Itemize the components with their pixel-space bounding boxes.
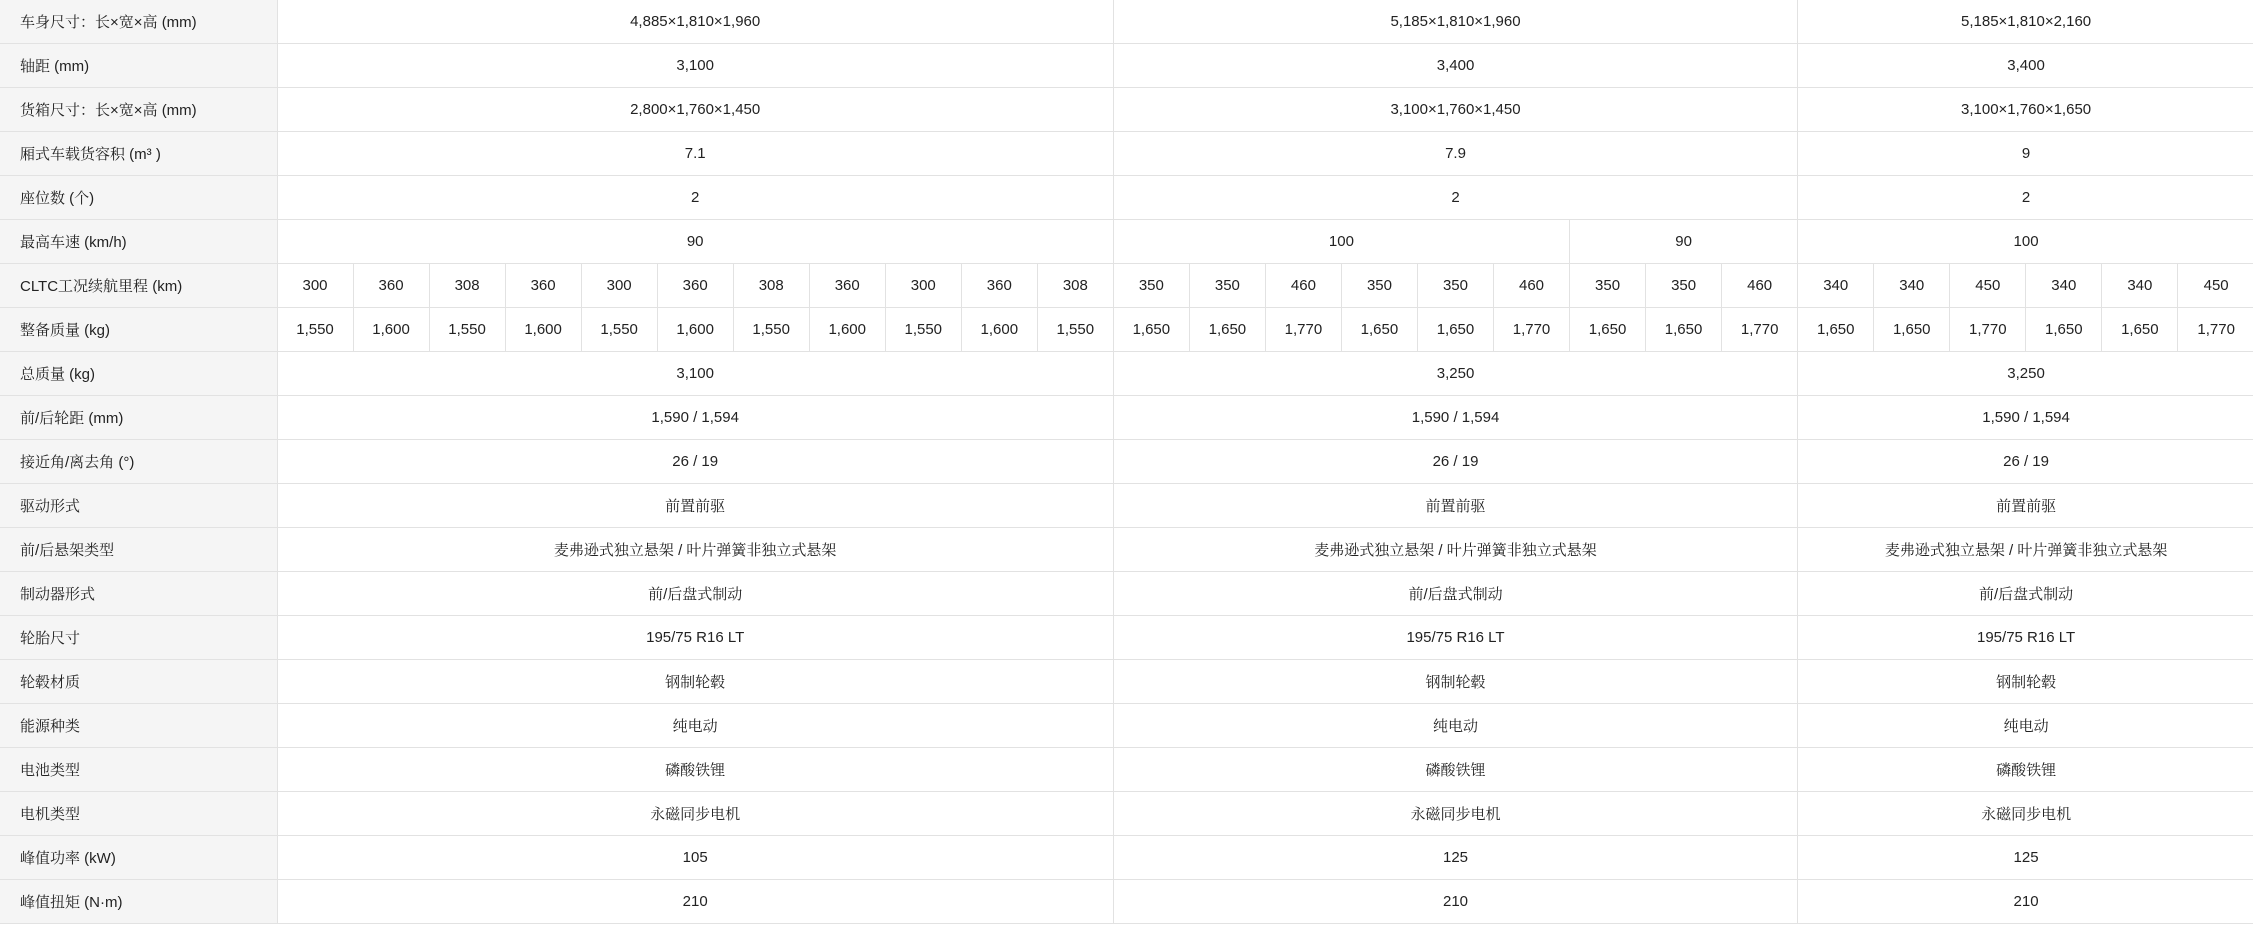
table-cell: 1,600: [809, 308, 885, 352]
row-label: 货箱尺寸：长×宽×高 (mm): [0, 88, 277, 132]
table-cell: 3,100: [277, 352, 1113, 396]
row-label: 总质量 (kg): [0, 352, 277, 396]
table-cell: 308: [429, 264, 505, 308]
table-cell: 2: [277, 176, 1113, 220]
table-cell: 210: [1798, 880, 2253, 924]
table-cell: 450: [1950, 264, 2026, 308]
table-row: [0, 440, 2253, 484]
table-cell: 1,600: [505, 308, 581, 352]
table-cell: 1,590 / 1,594: [277, 396, 1113, 440]
table-cell: 340: [2026, 264, 2102, 308]
row-label: 峰值扭矩 (N·m): [0, 880, 277, 924]
row-label: 驱动形式: [0, 484, 277, 528]
table-cell: 3,250: [1798, 352, 2253, 396]
table-cell: 1,650: [2102, 308, 2178, 352]
row-label: 峰值功率 (kW): [0, 836, 277, 880]
table-cell: 360: [353, 264, 429, 308]
table-cell: 5,185×1,810×1,960: [1113, 0, 1797, 44]
table-cell: 360: [657, 264, 733, 308]
table-cell: 1,550: [277, 308, 353, 352]
table-cell: 1,650: [1570, 308, 1646, 352]
table-cell: 4,885×1,810×1,960: [277, 0, 1113, 44]
row-label: 轮胎尺寸: [0, 616, 277, 660]
table-cell: 1,590 / 1,594: [1113, 396, 1797, 440]
row-label: 轴距 (mm): [0, 44, 277, 88]
table-cell: 350: [1189, 264, 1265, 308]
table-cell: 360: [809, 264, 885, 308]
row-label: 座位数 (个): [0, 176, 277, 220]
table-row: [0, 880, 2253, 924]
row-label: CLTC工况续航里程 (km): [0, 264, 277, 308]
table-cell: 1,650: [1646, 308, 1722, 352]
table-cell: 308: [733, 264, 809, 308]
table-row: [0, 308, 2253, 352]
table-cell: 前置前驱: [277, 484, 1113, 528]
table-cell: 3,400: [1113, 44, 1797, 88]
table-cell: 210: [1113, 880, 1797, 924]
table-row: [0, 528, 2253, 572]
table-row: [0, 704, 2253, 748]
table-cell: 26 / 19: [277, 440, 1113, 484]
table-row: [0, 660, 2253, 704]
row-label: 能源种类: [0, 704, 277, 748]
table-cell: 1,770: [1494, 308, 1570, 352]
row-label: 制动器形式: [0, 572, 277, 616]
table-cell: 450: [2178, 264, 2253, 308]
table-cell: 1,550: [1037, 308, 1113, 352]
table-row: [0, 748, 2253, 792]
table-cell: 1,650: [1417, 308, 1493, 352]
table-row: [0, 836, 2253, 880]
table-row: [0, 352, 2253, 396]
table-cell: 340: [2102, 264, 2178, 308]
table-cell: 90: [277, 220, 1113, 264]
table-cell: 纯电动: [1113, 704, 1797, 748]
table-cell: 前置前驱: [1798, 484, 2253, 528]
table-cell: 1,650: [1113, 308, 1189, 352]
table-cell: 1,590 / 1,594: [1798, 396, 2253, 440]
table-cell: 350: [1113, 264, 1189, 308]
table-cell: 125: [1113, 836, 1797, 880]
table-cell: 350: [1646, 264, 1722, 308]
table-cell: 磷酸铁锂: [1798, 748, 2253, 792]
table-cell: 1,600: [961, 308, 1037, 352]
table-cell: 125: [1798, 836, 2253, 880]
table-cell: 350: [1570, 264, 1646, 308]
table-cell: 5,185×1,810×2,160: [1798, 0, 2253, 44]
table-cell: 105: [277, 836, 1113, 880]
table-cell: 3,100×1,760×1,650: [1798, 88, 2253, 132]
table-cell: 永磁同步电机: [1113, 792, 1797, 836]
table-cell: 1,550: [429, 308, 505, 352]
table-cell: 钢制轮毂: [1798, 660, 2253, 704]
table-cell: 340: [1798, 264, 1874, 308]
table-cell: 300: [581, 264, 657, 308]
table-cell: 1,550: [581, 308, 657, 352]
table-cell: 460: [1494, 264, 1570, 308]
table-cell: 360: [961, 264, 1037, 308]
table-cell: 9: [1798, 132, 2253, 176]
row-label: 前/后悬架类型: [0, 528, 277, 572]
table-cell: 1,650: [1874, 308, 1950, 352]
row-label: 电池类型: [0, 748, 277, 792]
table-cell: 3,100×1,760×1,450: [1113, 88, 1797, 132]
table-cell: 1,650: [1798, 308, 1874, 352]
table-cell: 1,770: [1265, 308, 1341, 352]
table-cell: 300: [277, 264, 353, 308]
table-cell: 麦弗逊式独立悬架 / 叶片弹簧非独立式悬架: [1798, 528, 2253, 572]
table-cell: 195/75 R16 LT: [1113, 616, 1797, 660]
table-cell: 麦弗逊式独立悬架 / 叶片弹簧非独立式悬架: [277, 528, 1113, 572]
table-cell: 7.9: [1113, 132, 1797, 176]
row-label: 车身尺寸：长×宽×高 (mm): [0, 0, 277, 44]
table-cell: 100: [1113, 220, 1569, 264]
row-label: 接近角/离去角 (°): [0, 440, 277, 484]
row-label: 轮毂材质: [0, 660, 277, 704]
table-cell: 1,650: [2026, 308, 2102, 352]
table-row: [0, 176, 2253, 220]
table-cell: 350: [1417, 264, 1493, 308]
table-cell: 1,650: [1341, 308, 1417, 352]
table-cell: 7.1: [277, 132, 1113, 176]
table-cell: 340: [1874, 264, 1950, 308]
table-cell: 1,650: [1189, 308, 1265, 352]
table-cell: 1,770: [1722, 308, 1798, 352]
row-label: 整备质量 (kg): [0, 308, 277, 352]
table-cell: 钢制轮毂: [277, 660, 1113, 704]
table-cell: 1,550: [733, 308, 809, 352]
table-cell: 360: [505, 264, 581, 308]
table-row: [0, 484, 2253, 528]
table-row: [0, 616, 2253, 660]
row-label: 电机类型: [0, 792, 277, 836]
table-row: [0, 792, 2253, 836]
table-row: [0, 264, 2253, 308]
row-label: 前/后轮距 (mm): [0, 396, 277, 440]
table-cell: 钢制轮毂: [1113, 660, 1797, 704]
table-cell: 195/75 R16 LT: [277, 616, 1113, 660]
table-cell: 460: [1722, 264, 1798, 308]
table-cell: 2: [1798, 176, 2253, 220]
table-cell: 460: [1265, 264, 1341, 308]
table-cell: 3,250: [1113, 352, 1797, 396]
table-cell: 前置前驱: [1113, 484, 1797, 528]
table-row: [0, 88, 2253, 132]
table-cell: 纯电动: [277, 704, 1113, 748]
table-cell: 2: [1113, 176, 1797, 220]
table-row: [0, 132, 2253, 176]
table-row: [0, 0, 2253, 44]
table-cell: 3,400: [1798, 44, 2253, 88]
table-cell: 90: [1570, 220, 1798, 264]
table-cell: 永磁同步电机: [277, 792, 1113, 836]
table-cell: 26 / 19: [1798, 440, 2253, 484]
table-cell: 1,600: [657, 308, 733, 352]
table-cell: 麦弗逊式独立悬架 / 叶片弹簧非独立式悬架: [1113, 528, 1797, 572]
table-row: [0, 572, 2253, 616]
table-cell: 100: [1798, 220, 2253, 264]
table-cell: 1,550: [885, 308, 961, 352]
table-cell: 210: [277, 880, 1113, 924]
table-cell: 1,770: [1950, 308, 2026, 352]
table-row: [0, 396, 2253, 440]
table-cell: 3,100: [277, 44, 1113, 88]
table-cell: 前/后盘式制动: [1798, 572, 2253, 616]
table-cell: 308: [1037, 264, 1113, 308]
table-row: [0, 44, 2253, 88]
table-row: [0, 220, 2253, 264]
table-cell: 永磁同步电机: [1798, 792, 2253, 836]
table-cell: 350: [1341, 264, 1417, 308]
table-cell: 195/75 R16 LT: [1798, 616, 2253, 660]
table-cell: 1,600: [353, 308, 429, 352]
row-label: 最高车速 (km/h): [0, 220, 277, 264]
table-cell: 26 / 19: [1113, 440, 1797, 484]
table-cell: 300: [885, 264, 961, 308]
table-cell: 前/后盘式制动: [1113, 572, 1797, 616]
table-cell: 磷酸铁锂: [1113, 748, 1797, 792]
table-cell: 1,770: [2178, 308, 2253, 352]
table-cell: 磷酸铁锂: [277, 748, 1113, 792]
table-cell: 纯电动: [1798, 704, 2253, 748]
row-label: 厢式车载货容积 (m³ ): [0, 132, 277, 176]
table-cell: 前/后盘式制动: [277, 572, 1113, 616]
table-cell: 2,800×1,760×1,450: [277, 88, 1113, 132]
